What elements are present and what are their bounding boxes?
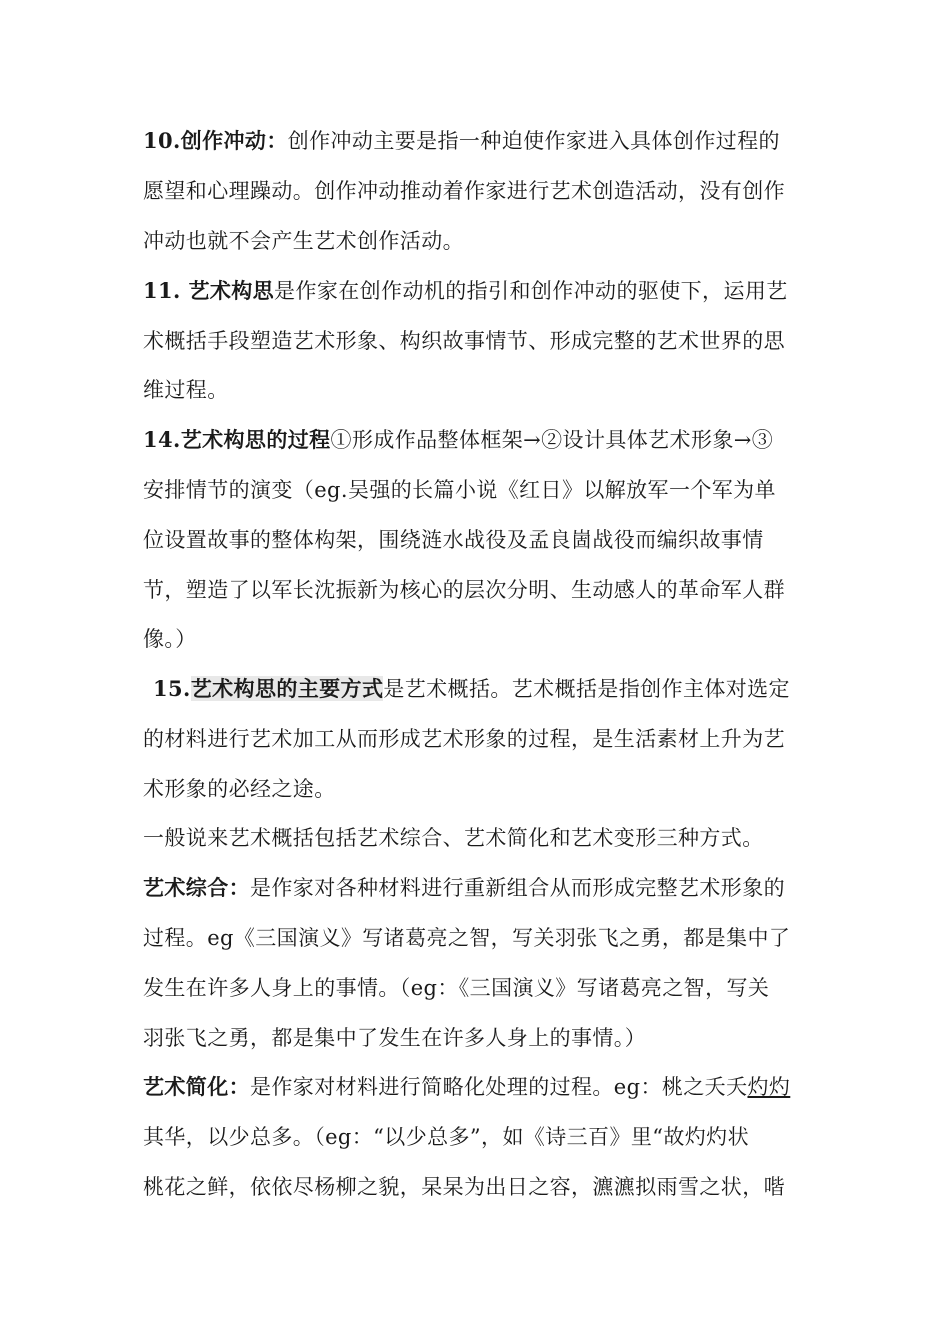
term-heading: 艺术综合： (143, 875, 250, 900)
text-run: 是作家对材料进行简略化处理的过程。eg：桃之夭夭 (250, 1075, 748, 1099)
text-run: 创作冲动主要是指一种迫使作家进入具体创作过程的 (287, 129, 780, 153)
text-line: 一般说来艺术概括包括艺术综合、艺术简化和艺术变形三种方式。 (143, 826, 764, 850)
text-run: 是作家在创作动机的指引和创作冲动的驱使下，运用艺 (274, 279, 788, 303)
text-line (143, 126, 813, 156)
underlined-text: 灼灼 (747, 1075, 791, 1099)
text-line: 像。） (143, 627, 197, 651)
term-heading: 14.艺术构思的过程 (143, 427, 331, 452)
text-line: 发生在许多人身上的事情。（eg：《三国演义》写诸葛亮之智，写关 (143, 976, 770, 1000)
text-line: 节，塑造了以军长沈振新为核心的层次分明、生动感人的革命军人群 (143, 578, 785, 602)
text-line (143, 873, 813, 903)
text-line (143, 276, 813, 306)
highlighted-term: 艺术构思的主要方式 (190, 676, 384, 701)
text-line: 过程。eg《三国演义》写诸葛亮之智，写关羽张飞之勇，都是集中了 (143, 926, 791, 950)
text-line: 冲动也就不会产生艺术创作活动。 (143, 229, 464, 253)
text-line: 术形象的必经之途。 (143, 777, 336, 801)
text-line: 其华，以少总多。（eg：“以少总多”，如《诗三百》里“故灼灼状 (143, 1125, 749, 1149)
text-line: 安排情节的演变（eg.吴强的长篇小说《红日》以解放军一个军为单 (143, 478, 776, 502)
text-line: 术概括手段塑造艺术形象、构织故事情节、形成完整的艺术世界的思 (143, 329, 785, 353)
term-heading: 10.创作冲动： (143, 128, 288, 153)
text-line: 的材料进行艺术加工从而形成艺术形象的过程，是生活素材上升为艺 (143, 727, 785, 751)
text-line: 愿望和心理躁动。创作冲动推动着作家进行艺术创造活动，没有创作 (143, 179, 785, 203)
text-line: 羽张飞之勇，都是集中了发生在许多人身上的事情。） (143, 1026, 647, 1050)
text-run: 是作家对各种材料进行重新组合从而形成完整艺术形象的 (250, 876, 785, 900)
text-run: ①形成作品整体框架→②设计具体艺术形象→③ (330, 428, 774, 452)
text-line (153, 674, 823, 704)
term-number: 15. (153, 676, 191, 701)
text-line: 维过程。 (143, 378, 229, 402)
term-heading: 艺术简化： (143, 1074, 250, 1099)
text-line (143, 425, 813, 455)
term-heading: 11. 艺术构思 (143, 278, 275, 303)
text-line: 桃花之鲜，依依尽杨柳之貌，杲杲为出日之容，瀌瀌拟雨雪之状，喈 (143, 1175, 785, 1199)
text-run: 是艺术概括。艺术概括是指创作主体对选定 (383, 677, 790, 701)
text-line: 位设置故事的整体构架，围绕涟水战役及孟良崮战役而编织故事情 (143, 528, 764, 552)
text-line (143, 1072, 813, 1102)
